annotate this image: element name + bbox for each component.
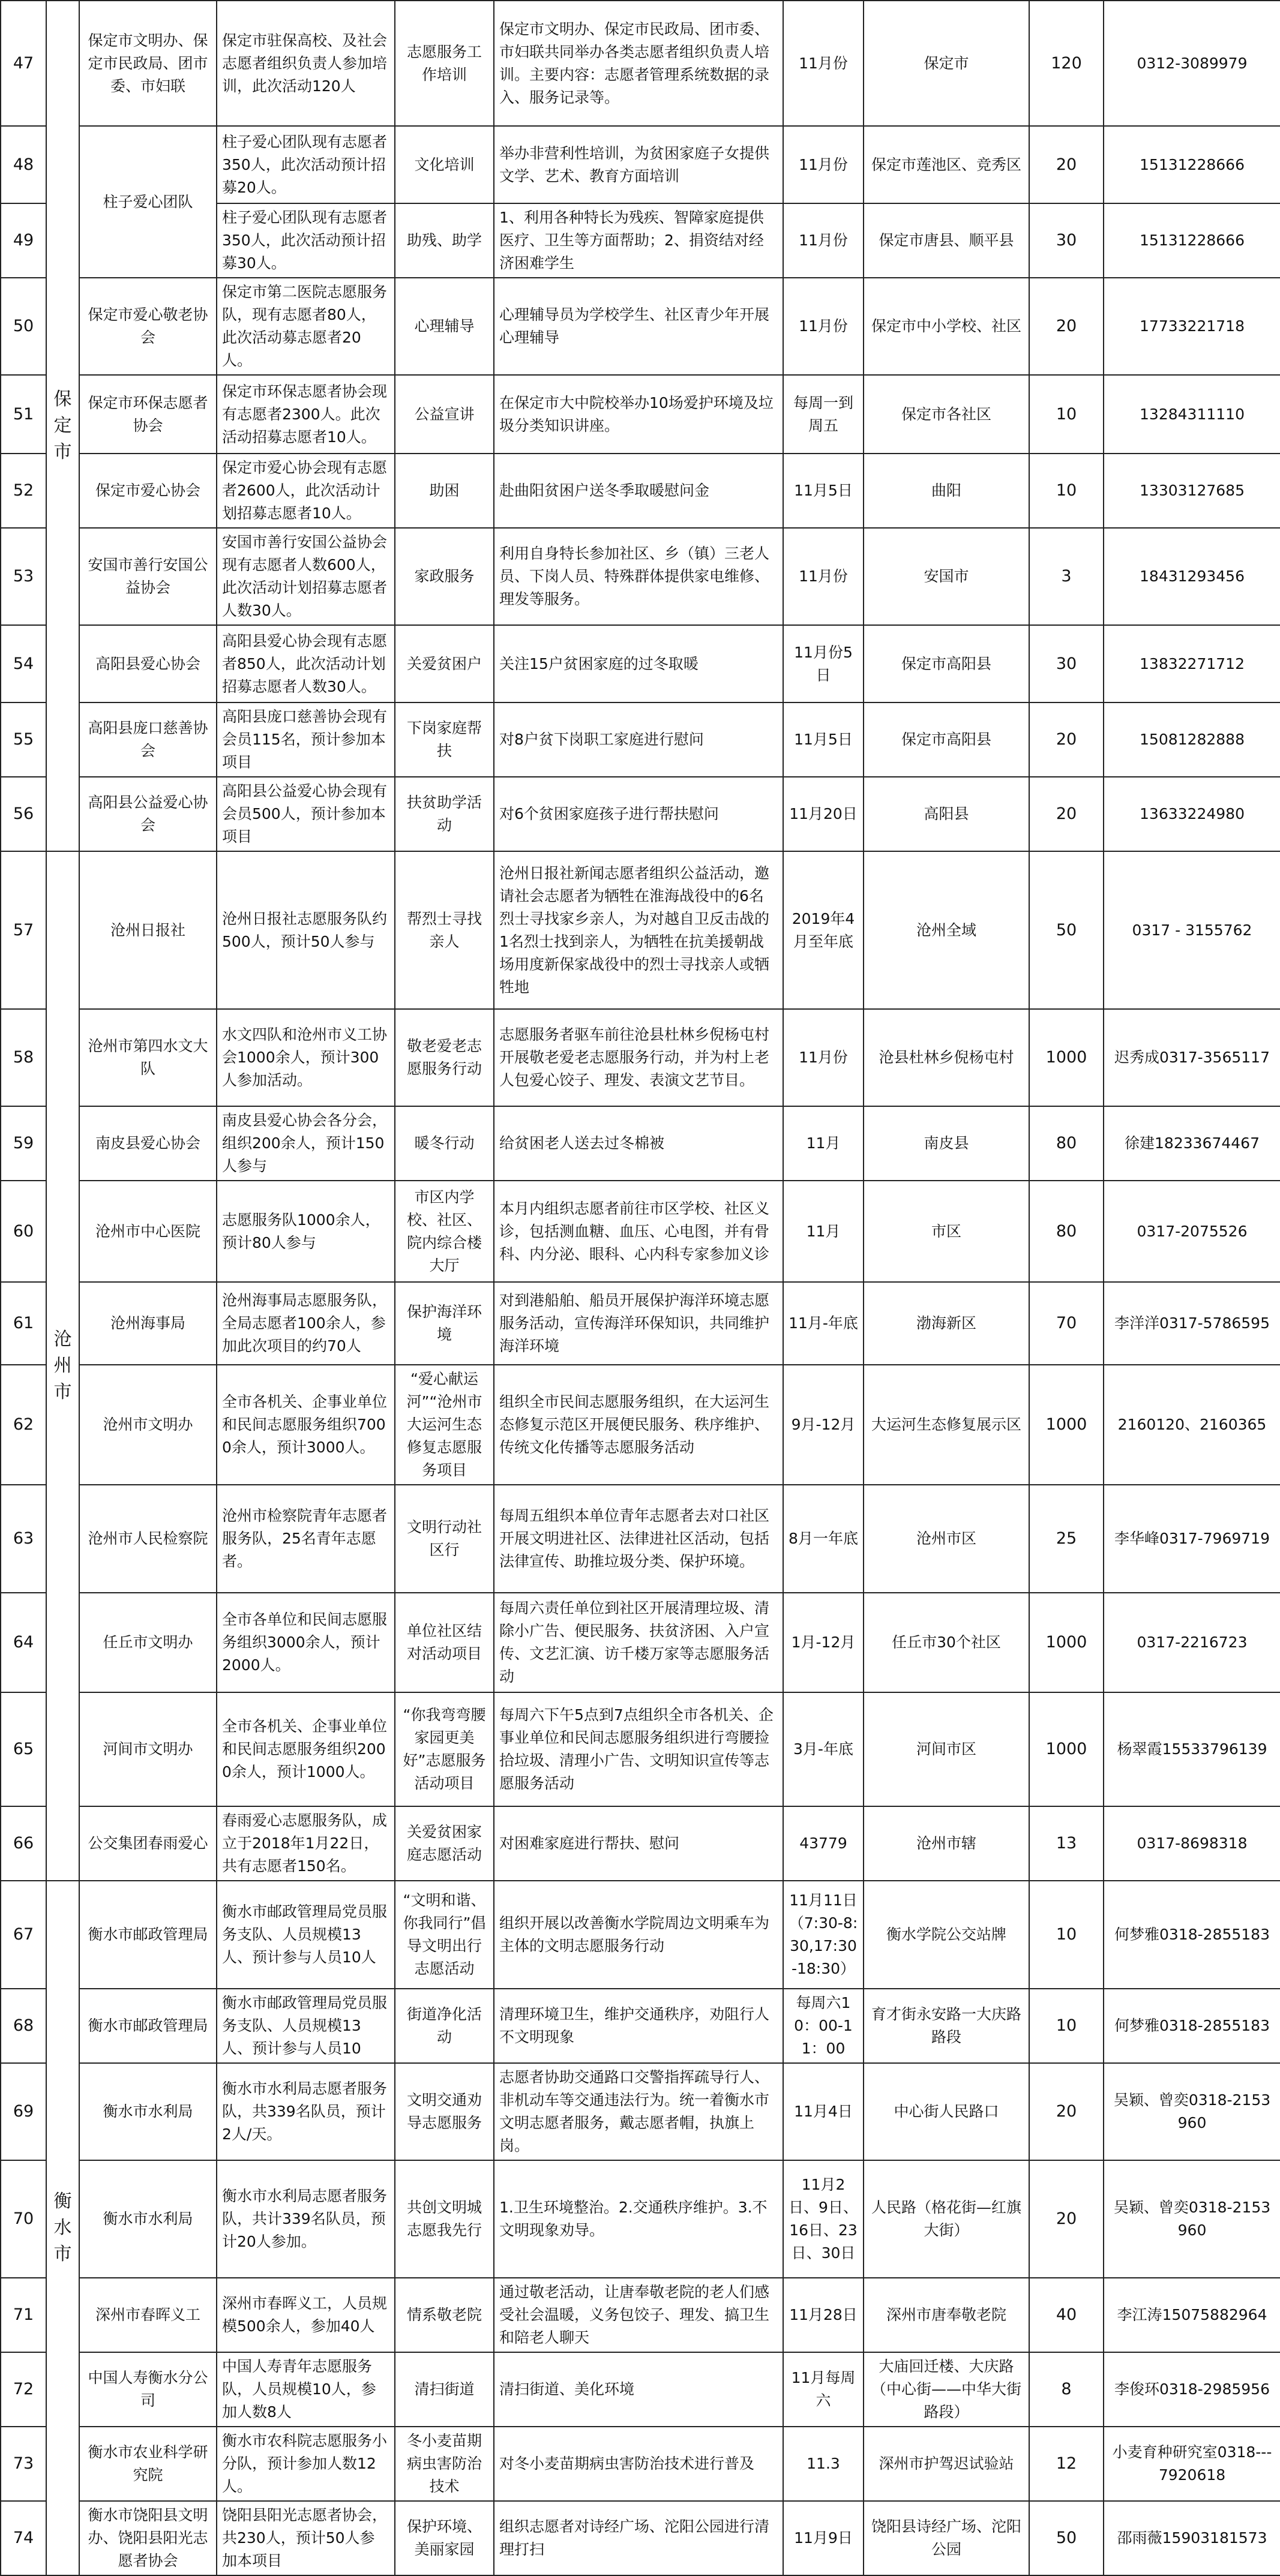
time-cell: 2019年4月至年底 (783, 851, 864, 1009)
place-cell: 曲阳 (864, 454, 1029, 528)
organizer-cell: 中国人寿衡水分公司 (79, 2352, 217, 2427)
row-number: 58 (1, 1009, 46, 1106)
people-count-cell: 13 (1029, 1806, 1104, 1881)
phone-cell: 0317 - 3155762 (1104, 851, 1280, 1009)
people-count-cell: 20 (1029, 702, 1104, 777)
table-row (1, 2160, 1280, 2278)
time-cell: 11月20日 (783, 777, 864, 851)
phone-cell: 13284311110 (1104, 375, 1280, 454)
content-cell: 对困难家庭进行帮扶、慰问 (494, 1806, 783, 1881)
table-row (1, 2352, 1280, 2427)
project-cell: “文明和谐、你我同行”倡导文明出行志愿活动 (395, 1881, 494, 1989)
organizer-cell: 沧州市人民检察院 (79, 1485, 217, 1593)
content-cell: 志愿者协助交通路口交警指挥疏导行人、非机动车等交通违法行为。统一着衡水市文明志愿者服务，戴志愿者帽，执旗上岗。 (494, 2063, 783, 2160)
project-cell: 市区内学校、社区、院内综合楼大厅 (395, 1181, 494, 1282)
organizer-cell: 衡水市邮政管理局 (79, 1989, 217, 2063)
table-row (1, 454, 1280, 528)
time-cell: 11月份 (783, 528, 864, 625)
project-cell: “你我弯弯腰家园更美好”志愿服务活动项目 (395, 1692, 494, 1806)
place-cell: 任丘市30个社区 (864, 1593, 1029, 1692)
project-cell: 保护环境、美丽家园 (395, 2501, 494, 2575)
table-row (1, 278, 1280, 375)
team-cell: 沧州市检察院青年志愿者服务队，25名青年志愿者。 (217, 1485, 395, 1593)
row-number: 51 (1, 375, 46, 454)
place-cell: 安国市 (864, 528, 1029, 625)
phone-cell: 0312-3089979 (1104, 1, 1280, 126)
content-cell: 关注15户贫困家庭的过冬取暖 (494, 625, 783, 702)
place-cell: 保定市莲池区、竞秀区 (864, 126, 1029, 203)
people-count-cell: 25 (1029, 1485, 1104, 1593)
organizer-cell: 保定市爱心敬老协会 (79, 278, 217, 375)
project-cell: 文明交通劝导志愿服务 (395, 2063, 494, 2160)
phone-cell: 2160120、2160365 (1104, 1365, 1280, 1485)
place-cell: 人民路（格花街—红旗大街） (864, 2160, 1029, 2278)
place-cell: 河间市区 (864, 1692, 1029, 1806)
phone-cell: 0317-2216723 (1104, 1593, 1280, 1692)
time-cell: 11月9日 (783, 2501, 864, 2575)
city-cell: 衡水市 (46, 1881, 79, 2575)
row-number: 53 (1, 528, 46, 625)
project-cell: 冬小麦苗期病虫害防治技术 (395, 2427, 494, 2501)
time-cell: 3月-年底 (783, 1692, 864, 1806)
team-cell: 全市各机关、企事业单位和民间志愿服务组织7000余人，预计3000人。 (217, 1365, 395, 1485)
table-row (1, 1806, 1280, 1881)
phone-cell: 17733221718 (1104, 278, 1280, 375)
people-count-cell: 3 (1029, 528, 1104, 625)
project-cell: 关爱贫困家庭志愿活动 (395, 1806, 494, 1881)
place-cell: 中心街人民路口 (864, 2063, 1029, 2160)
table-row (1, 1593, 1280, 1692)
content-cell: 沧州日报社新闻志愿者组织公益活动，邀请社会志愿者为牺牲在淮海战役中的6名烈士寻找家乡亲人，为对越自卫反击战的1名烈士找到亲人，为牺牲在抗美援朝战场用度新保家战役中的烈士寻找亲人或牺牲地 (494, 851, 783, 1009)
time-cell: 11月 (783, 1181, 864, 1282)
row-number: 70 (1, 2160, 46, 2278)
row-number: 54 (1, 625, 46, 702)
content-cell: 组织志愿者对诗经广场、沱阳公园进行清理打扫 (494, 2501, 783, 2575)
phone-cell: 何梦雅0318-2855183 (1104, 1989, 1280, 2063)
organizer-cell: 安国市善行安国公益协会 (79, 528, 217, 625)
time-cell: 每周一到周五 (783, 375, 864, 454)
organizer-cell: 沧州市文明办 (79, 1365, 217, 1485)
organizer-cell: 衡水市邮政管理局 (79, 1881, 217, 1989)
content-cell: 利用自身特长参加社区、乡（镇）三老人员、下岗人员、特殊群体提供家电维修、理发等服务。 (494, 528, 783, 625)
row-number: 69 (1, 2063, 46, 2160)
team-cell: 保定市环保志愿者协会现有志愿者2300人。此次活动招募志愿者10人。 (217, 375, 395, 454)
content-cell: 在保定市大中院校举办10场爱护环境及垃圾分类知识讲座。 (494, 375, 783, 454)
row-number: 72 (1, 2352, 46, 2427)
table-row (1, 2501, 1280, 2575)
time-cell: 11月 (783, 1106, 864, 1181)
city-cell: 沧州市 (46, 851, 79, 1881)
organizer-cell: 高阳县爱心协会 (79, 625, 217, 702)
time-cell: 11月5日 (783, 702, 864, 777)
city-cell: 保定市 (46, 1, 79, 851)
phone-cell: 李洋洋0317-5786595 (1104, 1282, 1280, 1365)
row-number: 56 (1, 777, 46, 851)
place-cell: 高阳县 (864, 777, 1029, 851)
phone-cell: 13633224980 (1104, 777, 1280, 851)
table-row (1, 528, 1280, 625)
organizer-cell: 沧州市中心医院 (79, 1181, 217, 1282)
table-row (1, 1106, 1280, 1181)
table-row (1, 1365, 1280, 1485)
project-cell: 心理辅导 (395, 278, 494, 375)
organizer-cell: 南皮县爱心协会 (79, 1106, 217, 1181)
organizer-cell: 保定市环保志愿者协会 (79, 375, 217, 454)
phone-cell: 邵雨薇15903181573 (1104, 2501, 1280, 2575)
project-cell: 下岗家庭帮扶 (395, 702, 494, 777)
place-cell: 深州市护驾迟试验站 (864, 2427, 1029, 2501)
project-cell: 清扫街道 (395, 2352, 494, 2427)
team-cell: 衡水市邮政管理局党员服务支队、人员规模13人、预计参与人员10 (217, 1989, 395, 2063)
place-cell: 保定市各社区 (864, 375, 1029, 454)
people-count-cell: 1000 (1029, 1692, 1104, 1806)
table-row (1, 126, 1280, 203)
content-cell: 保定市文明办、保定市民政局、团市委、市妇联共同举办各类志愿者组织负责人培训。主要内容：志愿者管理系统数据的录入、服务记录等。 (494, 1, 783, 126)
content-cell: 每周六责任单位到社区开展清理垃圾、清除小广告、便民服务、扶贫济困、入户宣传、文艺汇演、访千楼万家等志愿服务活动 (494, 1593, 783, 1692)
project-cell: 公益宣讲 (395, 375, 494, 454)
people-count-cell: 20 (1029, 126, 1104, 203)
content-cell: 每周六下午5点到7点组织全市各机关、企事业单位和民间志愿服务组织进行弯腰捡拾垃圾、清理小广告、文明知识宣传等志愿服务活动 (494, 1692, 783, 1806)
row-number: 52 (1, 454, 46, 528)
phone-cell: 杨翠霞15533796139 (1104, 1692, 1280, 1806)
project-cell: 助困 (395, 454, 494, 528)
row-number: 49 (1, 203, 46, 278)
time-cell: 11月4日 (783, 2063, 864, 2160)
place-cell: 沧州市区 (864, 1485, 1029, 1593)
time-cell: 9月-12月 (783, 1365, 864, 1485)
project-cell: 扶贫助学活动 (395, 777, 494, 851)
content-cell: 每周五组织本单位青年志愿者去对口社区开展文明进社区、法律进社区活动，包括法律宣传、助推垃圾分类、保护环境。 (494, 1485, 783, 1593)
organizer-cell: 沧州市第四水文大队 (79, 1009, 217, 1106)
people-count-cell: 20 (1029, 2160, 1104, 2278)
people-count-cell: 8 (1029, 2352, 1104, 2427)
table-row (1, 2278, 1280, 2352)
people-count-cell: 10 (1029, 1881, 1104, 1989)
project-cell: 帮烈士寻找亲人 (395, 851, 494, 1009)
content-cell: 对冬小麦苗期病虫害防治技术进行普及 (494, 2427, 783, 2501)
table-row (1, 2427, 1280, 2501)
people-count-cell: 20 (1029, 278, 1104, 375)
content-cell: 组织全市民间志愿服务组织，在大运河生态修复示范区开展便民服务、秩序维护、传统文化传播等志愿服务活动 (494, 1365, 783, 1485)
content-cell: 通过敬老活动，让唐奉敬老院的老人们感受社会温暖，义务包饺子、理发、搞卫生和陪老人聊天 (494, 2278, 783, 2352)
team-cell: 深州市春晖义工，人员规模500余人，参加40人 (217, 2278, 395, 2352)
people-count-cell: 50 (1029, 851, 1104, 1009)
table-row (1, 625, 1280, 702)
people-count-cell: 10 (1029, 1989, 1104, 2063)
organizer-cell: 衡水市农业科学研究院 (79, 2427, 217, 2501)
team-cell: 沧州日报社志愿服务队约500人，预计50人参与 (217, 851, 395, 1009)
table-row (1, 1485, 1280, 1593)
people-count-cell: 10 (1029, 375, 1104, 454)
table-row (1, 851, 1280, 1009)
people-count-cell: 80 (1029, 1181, 1104, 1282)
time-cell: 每周六10：00-11：00 (783, 1989, 864, 2063)
project-cell: 情系敬老院 (395, 2278, 494, 2352)
phone-cell: 徐建18233674467 (1104, 1106, 1280, 1181)
content-cell: 对6个贫困家庭孩子进行帮扶慰问 (494, 777, 783, 851)
organizer-cell: 沧州日报社 (79, 851, 217, 1009)
table-row (1, 1692, 1280, 1806)
place-cell: 保定市中小学校、社区 (864, 278, 1029, 375)
row-number: 57 (1, 851, 46, 1009)
people-count-cell: 40 (1029, 2278, 1104, 2352)
content-cell: 对8户贫下岗职工家庭进行慰问 (494, 702, 783, 777)
project-cell: 家政服务 (395, 528, 494, 625)
organizer-cell: 深州市春晖义工 (79, 2278, 217, 2352)
organizer-cell: 保定市文明办、保定市民政局、团市委、市妇联 (79, 1, 217, 126)
phone-cell: 李华峰0317-7969719 (1104, 1485, 1280, 1593)
time-cell: 11.3 (783, 2427, 864, 2501)
team-cell: 高阳县爱心协会现有志愿者850人，此次活动计划招募志愿者人数30人。 (217, 625, 395, 702)
content-cell: 志愿服务者驱车前往沧县杜林乡倪杨屯村开展敬老爱老志愿服务行动，并为村上老人包爱心饺子、理发、表演文艺节目。 (494, 1009, 783, 1106)
team-cell: 南皮县爱心协会各分会，组织200余人，预计150人参与 (217, 1106, 395, 1181)
place-cell: 保定市 (864, 1, 1029, 126)
organizer-cell: 衡水市水利局 (79, 2063, 217, 2160)
content-cell: 赴曲阳贫困户送冬季取暖慰问金 (494, 454, 783, 528)
team-cell: 春雨爱心志愿服务队，成立于2018年1月22日，共有志愿者150名。 (217, 1806, 395, 1881)
content-cell: 清扫街道、美化环境 (494, 2352, 783, 2427)
time-cell: 11月28日 (783, 2278, 864, 2352)
phone-cell: 李俊环0318-2985956 (1104, 2352, 1280, 2427)
team-cell: 志愿服务队1000余人，预计80人参与 (217, 1181, 395, 1282)
project-cell: 敬老爱老志愿服务行动 (395, 1009, 494, 1106)
time-cell: 11月份 (783, 126, 864, 203)
row-number: 63 (1, 1485, 46, 1593)
phone-cell: 13303127685 (1104, 454, 1280, 528)
project-cell: 保护海洋环境 (395, 1282, 494, 1365)
phone-cell: 迟秀成0317-3565117 (1104, 1009, 1280, 1106)
project-cell: “爱心献运河”“沧州市大运河生态修复志愿服务项目 (395, 1365, 494, 1485)
content-cell: 组织开展以改善衡水学院周边文明乘车为主体的文明志愿服务行动 (494, 1881, 783, 1989)
content-cell: 心理辅导员为学校学生、社区青少年开展心理辅导 (494, 278, 783, 375)
place-cell: 衡水学院公交站牌 (864, 1881, 1029, 1989)
organizer-cell: 衡水市水利局 (79, 2160, 217, 2278)
place-cell: 保定市高阳县 (864, 702, 1029, 777)
project-cell: 志愿服务工作培训 (395, 1, 494, 126)
place-cell: 保定市高阳县 (864, 625, 1029, 702)
project-cell: 关爱贫困户 (395, 625, 494, 702)
phone-cell: 何梦雅0318-2855183 (1104, 1881, 1280, 1989)
row-number: 62 (1, 1365, 46, 1485)
team-cell: 高阳县公益爱心协会现有会员500人，预计参加本项目 (217, 777, 395, 851)
time-cell: 11月5日 (783, 454, 864, 528)
team-cell: 保定市爱心协会现有志愿者2600人，此次活动计划招募志愿者10人。 (217, 454, 395, 528)
table-row (1, 702, 1280, 777)
project-cell: 街道净化活动 (395, 1989, 494, 2063)
people-count-cell: 12 (1029, 2427, 1104, 2501)
time-cell: 11月份 (783, 1009, 864, 1106)
team-cell: 柱子爱心团队现有志愿者350人，此次活动预计招募30人。 (217, 203, 395, 278)
row-number: 68 (1, 1989, 46, 2063)
team-cell: 饶阳县阳光志愿者协会，共230人，预计50人参加本项目 (217, 2501, 395, 2575)
time-cell: 11月份 (783, 278, 864, 375)
team-cell: 高阳县庞口慈善协会现有会员115名，预计参加本项目 (217, 702, 395, 777)
phone-cell: 13832271712 (1104, 625, 1280, 702)
time-cell: 1月-12月 (783, 1593, 864, 1692)
organizer-cell: 沧州海事局 (79, 1282, 217, 1365)
organizer-cell: 任丘市文明办 (79, 1593, 217, 1692)
phone-cell: 18431293456 (1104, 528, 1280, 625)
people-count-cell: 1000 (1029, 1009, 1104, 1106)
project-cell: 共创文明城志愿我先行 (395, 2160, 494, 2278)
table-row (1, 1282, 1280, 1365)
row-number: 73 (1, 2427, 46, 2501)
team-cell: 全市各单位和民间志愿服务组织3000余人，预计2000人。 (217, 1593, 395, 1692)
table-row (1, 1009, 1280, 1106)
team-cell: 衡水市邮政管理局党员服务支队、人员规模13人、预计参与人员10人 (217, 1881, 395, 1989)
organizer-cell: 柱子爱心团队 (79, 126, 217, 278)
project-cell: 暖冬行动 (395, 1106, 494, 1181)
place-cell: 沧州全域 (864, 851, 1029, 1009)
project-cell: 文化培训 (395, 126, 494, 203)
row-number: 67 (1, 1881, 46, 1989)
table-row (1, 1881, 1280, 1989)
place-cell: 保定市唐县、顺平县 (864, 203, 1029, 278)
content-cell: 对到港船舶、船员开展保护海洋环境志愿服务活动，宣传海洋环保知识，共同维护海洋环境 (494, 1282, 783, 1365)
people-count-cell: 10 (1029, 454, 1104, 528)
table-row (1, 2063, 1280, 2160)
content-cell: 1.卫生环境整治。2.交通秩序维护。3.不文明现象劝导。 (494, 2160, 783, 2278)
time-cell: 11月份 (783, 203, 864, 278)
people-count-cell: 30 (1029, 625, 1104, 702)
project-cell: 单位社区结对活动项目 (395, 1593, 494, 1692)
table-row (1, 777, 1280, 851)
organizer-cell: 公交集团春雨爱心 (79, 1806, 217, 1881)
phone-cell: 0317-2075526 (1104, 1181, 1280, 1282)
team-cell: 衡水市水利局志愿者服务队，共339名队员，预计2人/天。 (217, 2063, 395, 2160)
time-cell: 11月2日、9日、16日、23日、30日 (783, 2160, 864, 2278)
people-count-cell: 120 (1029, 1, 1104, 126)
place-cell: 沧州市辖 (864, 1806, 1029, 1881)
time-cell: 43779 (783, 1806, 864, 1881)
table-row (1, 1181, 1280, 1282)
phone-cell: 15081282888 (1104, 702, 1280, 777)
place-cell: 大运河生态修复展示区 (864, 1365, 1029, 1485)
row-number: 60 (1, 1181, 46, 1282)
team-cell: 全市各机关、企事业单位和民间志愿服务组织2000余人，预计1000人。 (217, 1692, 395, 1806)
phone-cell: 吴颖、曾奕0318-2153960 (1104, 2160, 1280, 2278)
place-cell: 渤海新区 (864, 1282, 1029, 1365)
people-count-cell: 70 (1029, 1282, 1104, 1365)
content-cell: 本月内组织志愿者前往市区学校、社区义诊，包括测血糖、血压、心电图，并有骨科、内分泌、眼科、心内科专家参加义诊 (494, 1181, 783, 1282)
phone-cell: 15131228666 (1104, 203, 1280, 278)
people-count-cell: 20 (1029, 777, 1104, 851)
time-cell: 8月一年底 (783, 1485, 864, 1593)
organizer-cell: 保定市爱心协会 (79, 454, 217, 528)
place-cell: 育才街永安路一大庆路路段 (864, 1989, 1029, 2063)
table-row (1, 1, 1280, 126)
phone-cell: 小麦育种研究室0318---7920618 (1104, 2427, 1280, 2501)
team-cell: 柱子爱心团队现有志愿者350人，此次活动预计招募20人。 (217, 126, 395, 203)
team-cell: 中国人寿青年志愿服务队，人员规模10人，参加人数8人 (217, 2352, 395, 2427)
time-cell: 11月-年底 (783, 1282, 864, 1365)
people-count-cell: 80 (1029, 1106, 1104, 1181)
team-cell: 安国市善行安国公益协会现有志愿者人数600人，此次活动计划招募志愿者人数30人。 (217, 528, 395, 625)
place-cell: 饶阳县诗经广场、沱阳公园 (864, 2501, 1029, 2575)
people-count-cell: 20 (1029, 2063, 1104, 2160)
team-cell: 衡水市水利局志愿者服务队，共计339名队员，预计20人参加。 (217, 2160, 395, 2278)
row-number: 64 (1, 1593, 46, 1692)
people-count-cell: 1000 (1029, 1593, 1104, 1692)
row-number: 55 (1, 702, 46, 777)
table-row (1, 375, 1280, 454)
people-count-cell: 30 (1029, 203, 1104, 278)
team-cell: 衡水市农科院志愿服务小分队，预计参加人数12人。 (217, 2427, 395, 2501)
content-cell: 清理环境卫生，维护交通秩序，劝阻行人不文明现象 (494, 1989, 783, 2063)
organizer-cell: 衡水市饶阳县文明办、饶阳县阳光志愿者协会 (79, 2501, 217, 2575)
people-count-cell: 50 (1029, 2501, 1104, 2575)
row-number: 50 (1, 278, 46, 375)
place-cell: 南皮县 (864, 1106, 1029, 1181)
time-cell: 11月份 (783, 1, 864, 126)
team-cell: 水文四队和沧州市义工协会1000余人，预计300人参加活动。 (217, 1009, 395, 1106)
place-cell: 市区 (864, 1181, 1029, 1282)
row-number: 66 (1, 1806, 46, 1881)
organizer-cell: 河间市文明办 (79, 1692, 217, 1806)
row-number: 48 (1, 126, 46, 203)
organizer-cell: 高阳县公益爱心协会 (79, 777, 217, 851)
project-cell: 助残、助学 (395, 203, 494, 278)
row-number: 61 (1, 1282, 46, 1365)
row-number: 74 (1, 2501, 46, 2575)
content-cell: 给贫困老人送去过冬棉被 (494, 1106, 783, 1181)
row-number: 71 (1, 2278, 46, 2352)
people-count-cell: 1000 (1029, 1365, 1104, 1485)
table-row (1, 1989, 1280, 2063)
team-cell: 保定市驻保高校、及社会志愿者组织负责人参加培训，此次活动120人 (217, 1, 395, 126)
time-cell: 11月11日（7:30-8:30,17:30-18:30） (783, 1881, 864, 1989)
place-cell: 深州市唐奉敬老院 (864, 2278, 1029, 2352)
project-cell: 文明行动社区行 (395, 1485, 494, 1593)
phone-cell: 吴颖、曾奕0318-2153960 (1104, 2063, 1280, 2160)
time-cell: 11月每周六 (783, 2352, 864, 2427)
place-cell: 沧县杜林乡倪杨屯村 (864, 1009, 1029, 1106)
place-cell: 大庙回迁楼、大庆路（中心街——中华大街路段） (864, 2352, 1029, 2427)
row-number: 59 (1, 1106, 46, 1181)
organizer-cell: 高阳县庞口慈善协会 (79, 702, 217, 777)
content-cell: 1、利用各种特长为残疾、智障家庭提供医疗、卫生等方面帮助；2、捐资结对经济困难学生 (494, 203, 783, 278)
row-number: 65 (1, 1692, 46, 1806)
team-cell: 保定市第二医院志愿服务队，现有志愿者80人，此次活动募志愿者20人。 (217, 278, 395, 375)
row-number: 47 (1, 1, 46, 126)
phone-cell: 0317-8698318 (1104, 1806, 1280, 1881)
phone-cell: 李江涛15075882964 (1104, 2278, 1280, 2352)
team-cell: 沧州海事局志愿服务队，全局志愿者100余人，参加此次项目的约70人 (217, 1282, 395, 1365)
phone-cell: 15131228666 (1104, 126, 1280, 203)
time-cell: 11月份5日 (783, 625, 864, 702)
content-cell: 举办非营利性培训，为贫困家庭子女提供文学、艺术、教育方面培训 (494, 126, 783, 203)
